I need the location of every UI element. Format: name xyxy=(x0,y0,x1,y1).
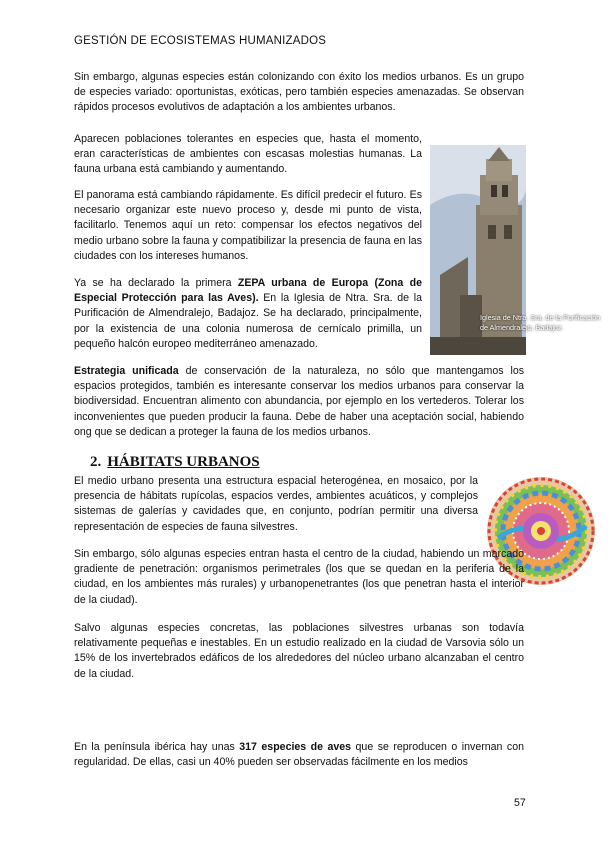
paragraph-iberian-birds xyxy=(74,740,524,770)
paragraph-tolerant-populations: Aparecen poblaciones tolerantes en especies que, hasta el momento, eran características de ambientes con escasas molestias humanas. La fauna urbana está cambiando y aumentando. xyxy=(74,133,422,176)
section-number: 2. xyxy=(90,454,102,470)
paragraph-zepa xyxy=(74,276,422,352)
church-photo xyxy=(430,145,601,355)
page-number: 57 xyxy=(514,797,526,809)
running-header: GESTIÓN DE ECOSISTEMAS HUMANIZADOS xyxy=(74,35,327,47)
birds-bold-text: 317 especies de aves xyxy=(239,741,352,753)
strategy-bold-text: Estrategia unificada xyxy=(74,365,179,377)
birds-detail-text: que se reproducen o invernan con regularidad. De ellas, casi un 40% pueden ser observadas fácilmente en los medios xyxy=(74,741,524,769)
strategy-body-text: de conservación de la naturaleza, no sólo que mantengamos los espacios protegidos, también es interesante conservar los medios urbanos para conservar la biodiversidad. Encuentran alimento con abundancia, por ejemplo en los vertederos. Tolerar los inconvenientes que pueden producir la fauna. Debe de haber una aceptación social, habiendo ong que se dedican a proteger la fauna de los medios urbanos. xyxy=(74,365,525,438)
church-photo-caption: Iglesia de Ntra. Sra. de la Purificación de Almendralejo, Badajoz. xyxy=(480,313,601,332)
paragraph-urban-mosaic: El medio urbano presenta una estructura espacial heterogénea, en mosaico, por la presencia de hábitats rupícolas, espacios verdes, ambientes acuáticos, y complejos sistemas de galerías y cavidades que, en conjunto, podrían permitir una diversa representación de especies de fauna silvestres. xyxy=(74,475,478,533)
paragraph-panorama: El panorama está cambiando rápidamente. Es difícil predecir el futuro. Es necesario organizar este nuevo proceso y, desde mi punto de vista, facilitarlo. Tenemos aquí un reto: compensar los efectos negativos del medio urbano sobre la fauna y compatibilizar la presencia de fauna en las ciudades con los intereses humanos. xyxy=(74,189,422,262)
birds-intro-text: En la península ibérica hay unas xyxy=(74,741,240,753)
paragraph-colonizing-species: Sin embargo, algunas especies están colonizando con éxito los medios urbanos. Es un grupo de especies variado: oportunistas, exóticas, pero también especies amenazadas. Se observan rápidos procesos evolutivos de adaptación a los ambientes urbanos. xyxy=(74,71,524,114)
section-title: HÁBITATS URBANOS xyxy=(107,454,260,470)
section-heading xyxy=(90,454,260,471)
paragraph-warsaw-study: Salvo algunas especies concretas, las poblaciones silvestres urbanas son todavía relativamente pequeñas e inestables. En un estudio realizado en la ciudad de Varsovia sólo un 15% de los invertebrados edáficos de los alrededores del núcleo urbano alcanzaban el centro de la ciudad. xyxy=(74,622,524,680)
paragraph-penetration-gradient: Sin embargo, sólo algunas especies entran hasta el centro de la ciudad, habiendo un marcado gradiente de penetración: organismos perimetrales (los que se quedan en la periferia de la ciudad, en los ambientes más rurales) y urbanopenetrantes (los que penetran hasta el interior de la ciudad). xyxy=(74,548,524,606)
paragraph-unified-strategy xyxy=(74,364,524,440)
zepa-bold-text: ZEPA urbana de Europa (Zona de Especial Protección para las Aves). xyxy=(74,277,422,305)
zepa-detail-text: En la Iglesia de Ntra. Sra. de la Purificación de Almendralejo, Badajoz. Se ha declarado, principalmente, por la existencia de una colonia numerosa de cernícalo primilla, un pequeño halcón europeo mediterráneo amenazado. xyxy=(74,292,422,350)
zepa-intro-text: Ya se ha declarado la primera xyxy=(74,277,238,289)
